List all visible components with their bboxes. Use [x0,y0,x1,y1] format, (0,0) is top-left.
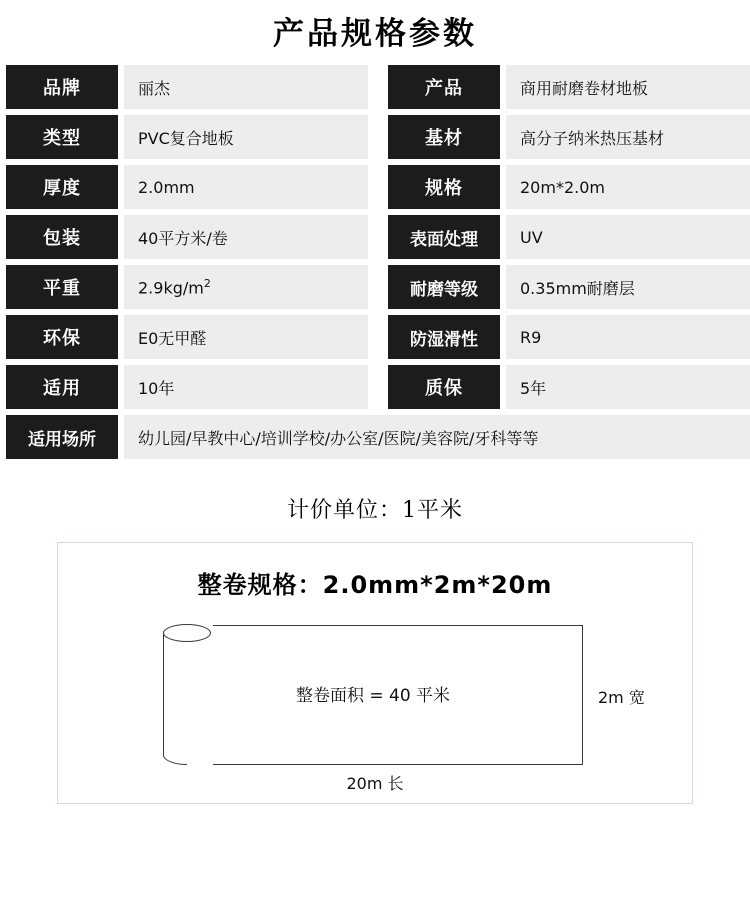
spec-value-thickness: 2.0mm [124,165,368,209]
spec-value-slip-resistance: R9 [506,315,750,359]
pricing-unit-text: 计价单位：1平米 [287,498,463,523]
specification-table [0,59,750,465]
spec-label-application-places: 适用场所 [6,415,118,459]
spec-value-weight [124,265,368,309]
table-row [6,365,750,409]
spec-label-surface-treatment: 表面处理 [388,215,500,259]
spec-label-lifetime: 适用 [6,365,118,409]
spec-value-wear-grade: 0.35mm耐磨层 [506,265,750,309]
spec-label-brand: 品牌 [6,65,118,109]
row-spacer [374,215,382,259]
roll-area-label: 整卷面积 = 40 平米 [295,686,451,706]
spec-label-substrate: 基材 [388,115,500,159]
spec-label-type: 类型 [6,115,118,159]
row-spacer [374,365,382,409]
spec-label-wear-grade: 耐磨等级 [388,265,500,309]
roll-cylinder-top-ellipse [163,624,211,642]
spec-label-thickness: 厚度 [6,165,118,209]
spec-label-packing: 包装 [6,215,118,259]
roll-illustration [163,625,583,765]
roll-length-label: 20m 长 [346,774,404,793]
spec-value-product: 商用耐磨卷材地板 [506,65,750,109]
spec-value-size: 20m*2.0m [506,165,750,209]
roll-diagram-title: 整卷规格：2.0mm*2m*20m [197,571,553,599]
spec-value-type: PVC复合地板 [124,115,368,159]
table-row [6,165,750,209]
table-row [6,65,750,109]
spec-label-product: 产品 [388,65,500,109]
row-spacer [374,165,382,209]
spec-value-weight-exponent: 2 [203,276,211,290]
roll-diagram [57,542,693,804]
page-title: 产品规格参数 [273,16,477,52]
specification-table-body [6,65,750,459]
row-spacer [374,65,382,109]
spec-value-application-places: 幼儿园/早教中心/培训学校/办公室/医院/美容院/牙科等等 [124,415,750,459]
spec-label-warranty: 质保 [388,365,500,409]
spec-value-brand: 丽杰 [124,65,368,109]
table-row [6,115,750,159]
spec-label-weight: 平重 [6,265,118,309]
spec-label-slip-resistance: 防湿滑性 [388,315,500,359]
spec-value-substrate: 高分子纳米热压基材 [506,115,750,159]
table-row [6,415,750,459]
spec-value-weight-text: 2.9kg/m [138,278,204,298]
spec-value-eco: E0无甲醛 [124,315,368,359]
row-spacer [374,265,382,309]
row-spacer [374,315,382,359]
row-spacer [374,115,382,159]
spec-value-surface-treatment: UV [506,215,750,259]
table-row [6,215,750,259]
spec-label-eco: 环保 [6,315,118,359]
roll-width-label: 2m 宽 [598,688,645,707]
spec-label-size: 规格 [388,165,500,209]
spec-value-lifetime: 10年 [124,365,368,409]
spec-value-packing: 40平方米/卷 [124,215,368,259]
spec-value-warranty: 5年 [506,365,750,409]
table-row [6,315,750,359]
table-row [6,265,750,309]
